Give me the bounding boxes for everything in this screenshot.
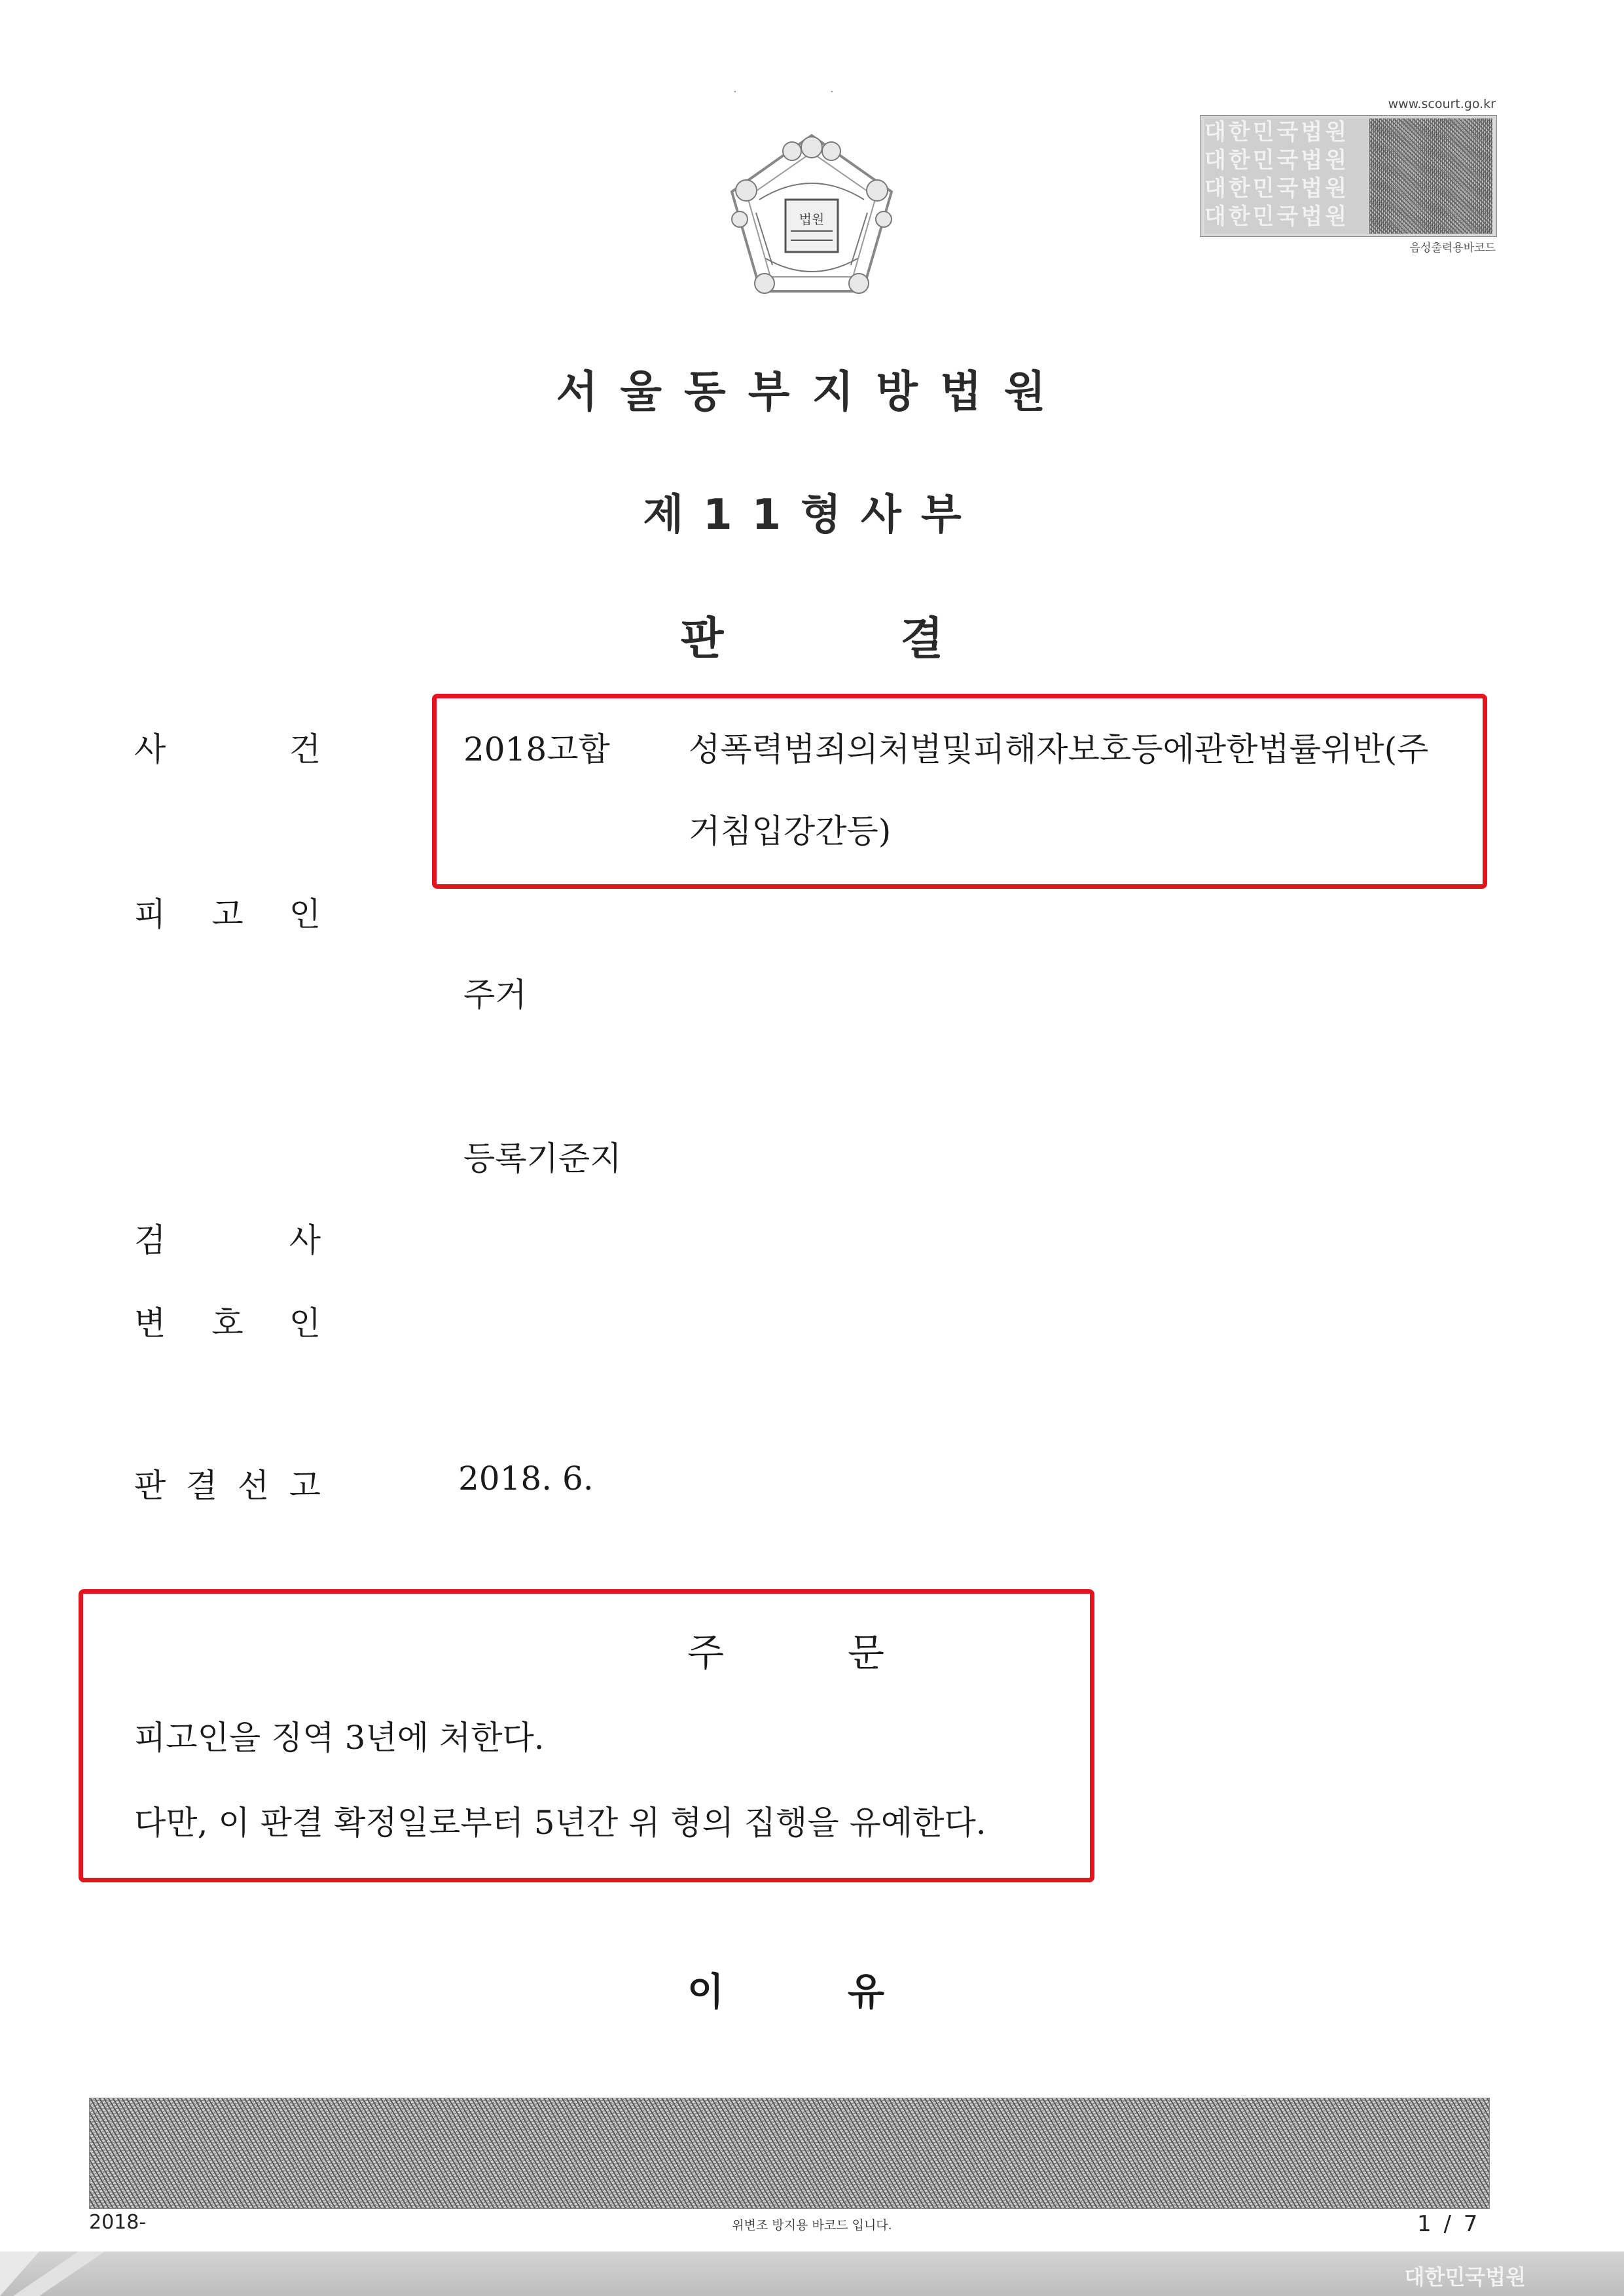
watermark-line: 대한민국법원 xyxy=(1204,175,1350,202)
label-char: 호 xyxy=(211,1304,244,1342)
label-char: 결 xyxy=(185,1467,218,1505)
attorney-label xyxy=(134,1297,321,1344)
case-name-line2: 거침입강간등) xyxy=(689,812,892,850)
label-char: 사 xyxy=(134,730,166,768)
scan-mark: · xyxy=(830,85,834,99)
label-char: 인 xyxy=(289,895,321,933)
order-heading-char: 문 xyxy=(848,1630,885,1675)
footer-barcode-caption: 위변조 방지용 바코드 입니다. xyxy=(732,2218,892,2233)
prosecutor-label xyxy=(134,1214,321,1261)
watermark-line: 대한민국법원 xyxy=(1204,204,1350,230)
label-char: 변 xyxy=(134,1304,166,1342)
anti-forgery-barcode xyxy=(89,2098,1490,2209)
label-char: 건 xyxy=(289,730,321,768)
court-emblem-icon xyxy=(720,128,903,304)
label-char: 고 xyxy=(289,1467,321,1505)
barcode-pattern xyxy=(1369,118,1492,234)
page-number: 1 / 7 xyxy=(1417,2211,1481,2237)
label-char: 검 xyxy=(134,1221,166,1259)
reason-heading-char: 이 xyxy=(687,1969,725,2014)
defendant-label xyxy=(134,888,321,935)
label-char: 고 xyxy=(211,895,244,933)
site-url: www.scourt.go.kr xyxy=(1388,97,1496,111)
barcode-box xyxy=(1200,115,1497,237)
emblem-text: 법원 xyxy=(799,211,825,227)
label-char: 판 xyxy=(134,1467,166,1505)
watermark xyxy=(1204,118,1368,234)
court-name: 서울동부지방법원 xyxy=(556,367,1068,417)
document-title xyxy=(0,603,1624,667)
case-number: 2018고합 xyxy=(463,730,610,768)
watermark-line: 대한민국법원 xyxy=(1204,147,1350,173)
case-name-line1: 성폭력범죄의처벌및피해자보호등에관한법률위반(주 xyxy=(689,730,1429,768)
watermark-line: 대한민국법원 xyxy=(1204,119,1350,145)
case-label xyxy=(134,723,321,770)
strip-watermark-text: 대한민국법원 xyxy=(1404,2265,1526,2289)
label-char: 인 xyxy=(289,1304,321,1342)
label-char: 피 xyxy=(134,895,166,933)
sentencing-label xyxy=(134,1460,321,1507)
document-title-part: 결 xyxy=(900,613,944,665)
bottom-strip xyxy=(0,2251,1624,2296)
order-line-2: 다만, 이 판결 확정일로부터 5년간 위 형의 집행을 유예한다. xyxy=(134,1804,986,1842)
sentencing-date: 2018. 6. xyxy=(458,1460,594,1498)
residence-label: 주거 xyxy=(463,976,527,1014)
strip-decoration-icon xyxy=(0,2251,157,2296)
division-name: 제11형사부 xyxy=(643,491,981,539)
order-line-1: 피고인을 징역 3년에 처한다. xyxy=(134,1719,545,1757)
registered-domicile-label: 등록기준지 xyxy=(463,1139,622,1177)
document-title-part: 판 xyxy=(680,613,724,665)
scan-mark: · xyxy=(733,85,737,99)
voice-output-barcode xyxy=(1200,97,1496,254)
reason-heading-char: 유 xyxy=(848,1969,885,2014)
label-char: 선 xyxy=(237,1467,270,1505)
footer-case-number: 2018- xyxy=(89,2211,147,2234)
label-char: 사 xyxy=(289,1221,321,1259)
barcode-caption: 음성출력용바코드 xyxy=(1409,242,1496,255)
order-heading-char: 주 xyxy=(687,1630,725,1675)
